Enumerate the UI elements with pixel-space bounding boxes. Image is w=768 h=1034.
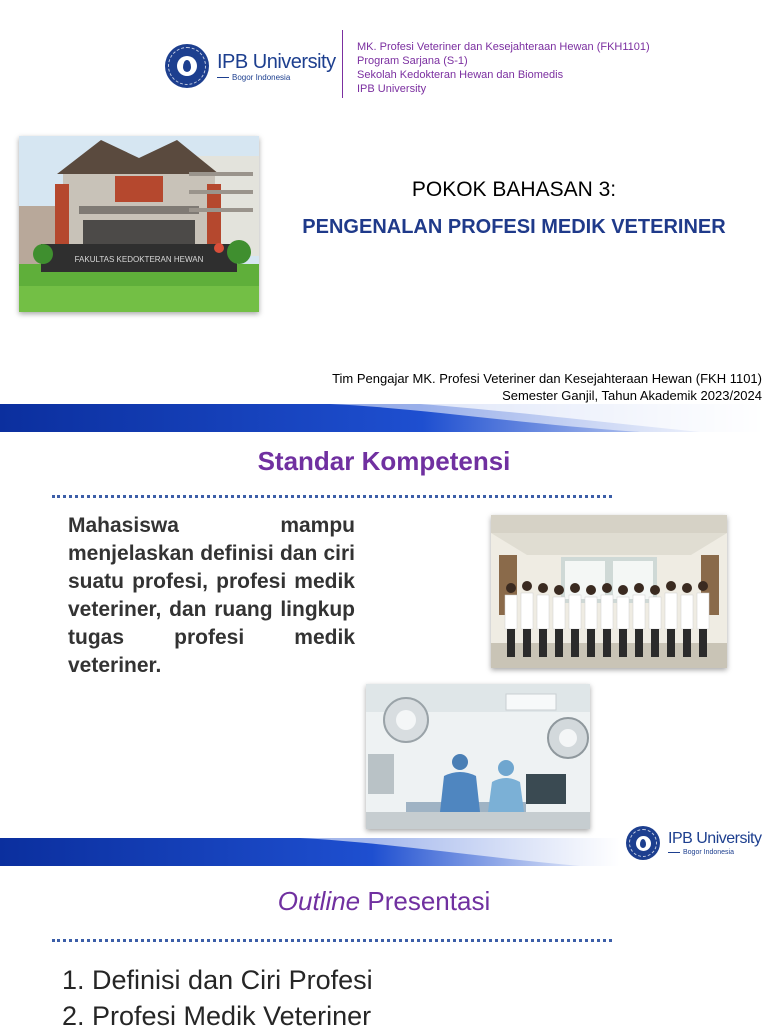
topic-label: POKOK BAHASAN 3: xyxy=(411,178,617,201)
team-line: Tim Pengajar MK. Profesi Veteriner dan Kesejahteraan Hewan (FKH 1101) xyxy=(332,371,762,386)
course-line: Program Sarjana (S-1) xyxy=(357,55,468,67)
footer-logo-name: IPB University xyxy=(668,829,762,847)
faculty-building-photo xyxy=(19,136,259,312)
course-line: Sekolah Kedokteran Hewan dan Biomedis xyxy=(357,69,564,81)
outline-divider xyxy=(52,939,612,942)
title-divider xyxy=(52,495,612,498)
logo-name: IPB University xyxy=(217,50,336,73)
footer-logo-subtitle: Bogor Indonesia xyxy=(668,848,761,857)
competency-description: Mahasiswa mampu menjelaskan definisi dan ciri suatu profesi, profesi medik veteriner, dan ruang lingkup tugas profesi medik veteriner. xyxy=(68,514,355,677)
building-sign-text: FAKULTAS KEDOKTERAN HEWAN xyxy=(74,255,204,264)
outline-title-rest: Presentasi xyxy=(360,886,491,916)
ipb-logo xyxy=(165,44,336,88)
course-info xyxy=(357,40,650,96)
course-line: IPB University xyxy=(357,83,427,95)
outline-list xyxy=(62,962,373,1034)
slide-title-standar-kompetensi: Standar Kompetensi xyxy=(257,446,511,476)
ipb-seal-icon xyxy=(165,44,209,88)
footer-ipb-logo xyxy=(626,826,761,860)
outline-item: 1. Definisi dan Ciri Profesi xyxy=(62,965,373,995)
team-info xyxy=(332,370,762,404)
logo-subtitle: Bogor Indonesia xyxy=(217,73,336,82)
staff-group-photo xyxy=(491,515,727,668)
outline-item: 2. Profesi Medik Veteriner xyxy=(62,1001,372,1031)
surgery-room-photo xyxy=(366,684,590,829)
topic-title: PENGENALAN PROFESI MEDIK VETERINER xyxy=(302,216,726,238)
ipb-seal-icon xyxy=(626,826,660,860)
slide-title-outline xyxy=(0,886,768,917)
header-divider xyxy=(342,30,343,98)
blue-wave-bar xyxy=(0,404,768,432)
outline-title-italic: Outline xyxy=(277,886,361,916)
team-line: Semester Ganjil, Tahun Akademik 2023/2024 xyxy=(502,388,762,403)
course-line: MK. Profesi Veteriner dan Kesejahteraan Hewan (FKH1101) xyxy=(357,41,650,53)
